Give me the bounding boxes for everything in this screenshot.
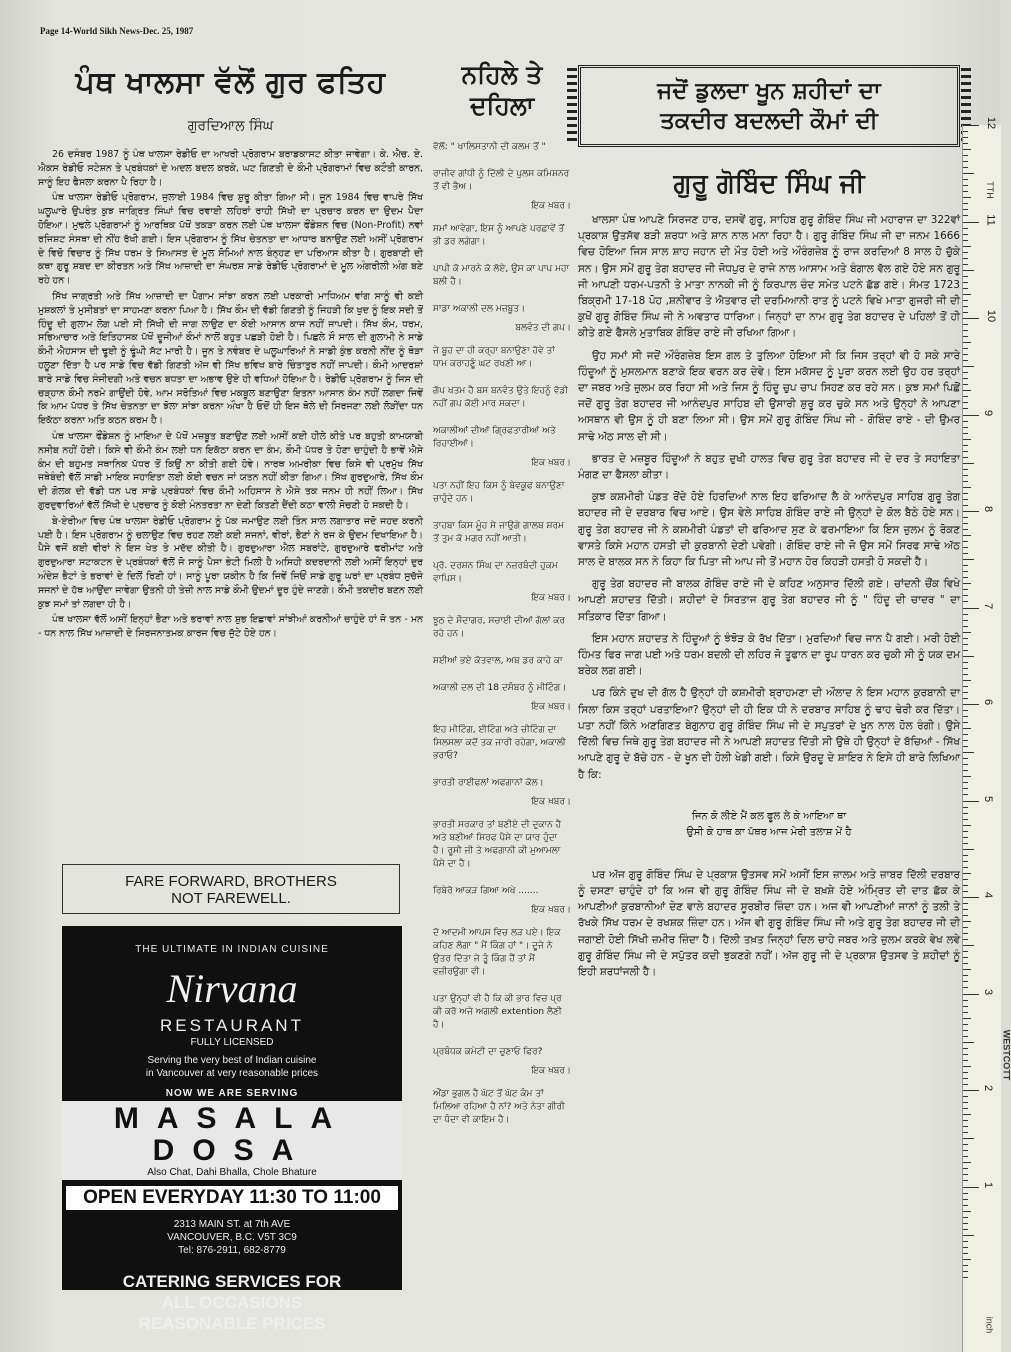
ruler-tick xyxy=(963,1096,968,1097)
ruler-tick xyxy=(963,994,979,995)
column-headline xyxy=(433,59,571,121)
column-headline-line: ਨਹਿਲੇ ਤੇ xyxy=(461,60,543,89)
satire-item: ਇਹ ਮੀਟਿੰਗ, ਈਟਿੰਗ ਅਤੇ ਚੀਟਿੰਗ ਦਾ ਸਿਲਸਲਾ ਕਦੋਂ ਤਕ ਜਾਰੀ ਰਹੇਗਾ, ਅਕਾਲੀ ਭਰਾਓ? xyxy=(433,725,566,761)
ruler-tick xyxy=(963,487,971,488)
satire-items xyxy=(433,141,571,1127)
ruler-tick xyxy=(963,963,968,964)
article-headline: ਗੁਰੂ ਗੋਬਿੰਦ ਸਿੰਘ ਜੀ xyxy=(673,169,865,199)
satire-item: ਪਾਪੀ ਕੋ ਮਾਰਨੇ ਕੋ ਲੋਏ, ਉਸ ਕਾ ਪਾਪ ਮਹਾ ਬਲੀ ਹੈ। xyxy=(433,264,570,287)
ruler-tick xyxy=(963,1253,968,1254)
ruler-tick xyxy=(963,324,968,325)
ruler-tick xyxy=(963,1054,968,1055)
ad-dish-band xyxy=(62,1101,402,1180)
ruler-tick xyxy=(963,1114,971,1115)
motto-line: FARE FORWARD, BROTHERS xyxy=(125,873,337,890)
ruler-tick xyxy=(963,1060,968,1061)
article-paragraph: ਉਹ ਸਮਾਂ ਸੀ ਜਦੋਂ ਔਰੰਗਜ਼ੇਬ ਇਸ ਗਲ ਤੇ ਤੁਲਿਆ ਹੋਇਆ ਸੀ ਕਿ ਜਿਸ ਤਰ੍ਹਾਂ ਵੀ ਹੋ ਸਕੇ ਸਾਰੇ ਹਿੰਦੂਆਂ ਨੂੰ ਮੁਸਲਮਾਨ ਬਣਾਕੇ ਇਕ ਵਰਨ ਕਰ ਦੇਵੇ। ਇਸ ਮਕੱਸਦ ਨੂੰ ਪੂਰਾ ਕਰਨ ਲਈ ਉਹ ਹਰ ਤਰ੍ਹਾਂ ਦਾ ਜਬਰ ਅਤੇ ਜ਼ੁਲਮ ਕਰ ਰਿਹਾ ਸੀ ਅਤੇ ਜਿਸ ਨੂੰ ਹਿੰਦੂ ਚੁਪ ਚਾਪ ਸਿਹਣ ਕਰ ਰਹੇ ਸਨ। ਕੁਝ ਸਮਾਂ ਪਿਛੋਂ ਜਦੋਂ ਗੁਰੂ ਤੇਗ ਬਹਾਦਰ ਜੀ ਆਨੰਦਪੁਰ ਸਾਹਿਬ ਦੀ ਉਸਾਰੀ ਸ਼ੁਰੂ ਕਰ ਚੁਕੇ ਸਨ ਅਤੇ ਉਨ੍ਹਾਂ ਨੇ ਆਪਣਾ ਅਸਥਾਨ ਵੀ ਉਸ ਨੂੰ ਹੀ ਬਣਾ ਲਿਆ ਸੀ। ਉਸ ਸਮੇਂ ਗੁਰੂ ਗੋਬਿੰਦ ਸਿੰਘ ਜੀ - ਗੋਬਿੰਦ ਰਾਏ - ਦੀ ਉਮਰ ਸਾਢੇ ਅੱਠ ਸਾਲ ਦੀ ਸੀ। xyxy=(578,349,960,443)
ad-address: VANCOUVER, B.C. V5T 3C9 xyxy=(167,1232,297,1243)
page-header: Page 14-World Sikh News-Dec. 25, 1987 xyxy=(40,26,194,36)
ruler-tick xyxy=(963,674,968,675)
ruler-tick xyxy=(963,981,968,982)
ruler-tick xyxy=(963,1012,968,1013)
ruler-tick xyxy=(963,831,968,832)
ruler-tick xyxy=(963,668,968,669)
ruler-tick xyxy=(963,1072,968,1073)
article-paragraph: ਖਾਲਸਾ ਪੰਥ ਆਪਣੇ ਸਿਰਜਣ ਹਾਰ, ਦਸਵੇਂ ਗੁਰੂ, ਸਾਹਿਬ ਗੁਰੂ ਗੋਬਿੰਦ ਸਿੰਘ ਜੀ ਮਹਾਰਾਜ ਦਾ 322ਵਾਂ ਪ੍ਰਕਾਸ਼ ਉਤਸੱਵ ਬੜੀ ਸ਼ਰਧਾ ਅਤੇ ਸ਼ਾਨ ਨਾਲ ਮਨਾ ਰਿਹਾ ਹੈ। ਗੁਰੂ ਗੋਬਿੰਦ ਸਿੰਘ ਜੀ ਦਾ ਜਨਮ 1666 ਵਿਚ ਹੋਇਆ ਜਿਸ ਸਾਲ ਸ਼ਾਹ ਜਹਾਨ ਦੀ ਮੌਤ ਹੋਈ ਅਤੇ ਔਰੰਗਜ਼ੇਬ ਨੂੰ ਰਾਜ ਕਰਦਿਆਂ 8 ਸਾਲ ਹੋ ਚੁੱਕੇ ਸਨ। ਉਸ ਸਮੇਂ ਗੁਰੂ ਤੇਗ ਬਹਾਦਰ ਜੀ ਜੋਧਪੁਰ ਦੇ ਰਾਜੇ ਨਾਲ ਆਸਾਮ ਅਤੇ ਬੰਗਾਲ ਵੱਲ ਗਏ ਹੋਏ ਸਨ ਗੁਰੂ ਜੀ ਆਪਣੀ ਧਰਮ-ਪਤਨੀ ਤੇ ਮਾਤਾ ਨਾਨਕੀ ਜੀ ਨੂੰ ਕਿਰਪਾਲ ਚੰਦ ਸਮੇਤ ਪਟਨੇ ਛੱਡ ਗਏ। ਸੰਮਤ 1723 ਬਿਕ੍ਰਮੀ 17-18 ਪੋਹ ,ਸ਼ਨੀਵਾਰ ਤੇ ਐਤਵਾਰ ਦੀ ਦਰਮਿਆਨੀ ਰਾਤ ਨੂੰ ਪਟਨੇ ਵਿਖੇ ਮਾਤਾ ਗੁਜਰੀ ਜੀ ਦੀ ਕੁਖੋਂ ਗੁਰੂ ਗੋਬਿੰਦ ਸਿੰਘ ਜੀ ਨੇ ਅਵਤਾਰ ਧਾਰਿਆ। ਜਿਨ੍ਹਾਂ ਦਾ ਨਾਮ ਗੁਰੂ ਤੇਗ ਬਹਾਦਰ ਦੇ ਪਹਿਲਾਂ ਤੋਂ ਹੀ ਕੀਤੇ ਗਏ ਫੈਸਲੇ ਮੁਤਾਬਿਕ ਗੋਬਿੰਦ ਰਾਏ ਜੀ ਰਖਿਆ ਗਿਆ। xyxy=(578,214,960,340)
ruler-tick xyxy=(963,1036,968,1037)
article-guru-gobind-singh xyxy=(578,55,960,986)
ruler-tick xyxy=(963,378,968,379)
ruler-tick xyxy=(963,161,968,162)
ruler-tick xyxy=(963,1223,968,1224)
satire-item: ਸਾਡਾ ਅਕਾਲੀ ਦਲ ਮਜ਼ਬੂਤ। xyxy=(433,304,526,314)
ad-catering: CATERING SERVICES FOR xyxy=(122,1272,342,1291)
ruler-tick xyxy=(963,390,971,391)
ruler-tick xyxy=(963,909,968,910)
satire-item: ਪਤਾ ਉਨ੍ਹਾਂ ਵੀ ਹੈ ਕਿ ਕੀ ਭਾਰ ਵਿਚ ਪ੍ਰ ਕੀ ਕਰੋ ਅਜੇ ਅਗਲੀ extention ਲੈਣੀ ਹੈ। xyxy=(433,994,562,1030)
satire-item: ਝੂਠ ਦੇ ਸੌਦਾਗਰ, ਸਚਾਈ ਦੀਆਂ ਗੱਲਾਂ ਕਰ ਰਹੇ ਹਨ। xyxy=(433,616,566,639)
ruler-number: 1 xyxy=(982,1181,995,1188)
ruler-tick xyxy=(963,499,968,500)
ruler-tick xyxy=(963,710,968,711)
satire-item: ਪ੍ਰੋ. ਦਰਸ਼ਨ ਸਿੰਘ ਦਾ ਨਜ਼ਰਬੰਦੀ ਹੁਕਮ ਵਾਪਿਸ। xyxy=(433,561,558,584)
ruler-tick xyxy=(963,469,968,470)
ruler-tick xyxy=(963,927,968,928)
ruler-tick xyxy=(963,179,968,180)
ruler-tick xyxy=(963,215,968,216)
satire-item: ਸਈਆਂ ਭਏ ਕੋਤਵਾਲ, ਅਬ ਡਰ ਕਾਹੇ ਕਾ xyxy=(433,656,563,666)
ruler-tick xyxy=(963,1126,968,1127)
ruler-tick xyxy=(963,1199,968,1200)
banner-line: ਜਦੋਂ ਡੁਲਦਾ ਖੂਨ ਸ਼ਹੀਦਾਂ ਦਾ xyxy=(657,78,881,104)
ruler-tick xyxy=(963,270,974,271)
ruler-tick xyxy=(963,1018,971,1019)
ruler-tick xyxy=(963,1030,968,1031)
ruler-tick xyxy=(963,1259,971,1260)
article-paragraph: ਕੁਝ ਕਸ਼ਮੀਰੀ ਪੰਡਤ ਰੋਂਦੇ ਹੋਏ ਹਿਰਦਿਆਂ ਨਾਲ ਇਹ ਫਰਿਆਦ ਲੈ ਕੇ ਆਨੰਦਪੁਰ ਸਾਹਿਬ ਗੁਰੂ ਤੇਗ ਬਹਾਦਰ ਜੀ ਦੇ ਦਰਬਾਰ ਵਿਚ ਆਏ। ਉਸ ਵੇਲੇ ਸਾਹਿਬ ਗੋਬਿੰਦ ਰਾਏ ਜੀ ਉਨ੍ਹਾਂ ਦੇ ਕੋਲ ਬੈਠੇ ਹੋਏ ਸਨ। ਗੁਰੂ ਤੇਗ ਬਹਾਦਰ ਜੀ ਨੇ ਕਸ਼ਮੀਰੀ ਪੰਡਤਾਂ ਦੀ ਫਰਿਆਦ ਸੁਣ ਕੇ ਫਰਮਾਇਆ ਕਿ ਇਸ ਜ਼ੁਲਮ ਨੂੰ ਰੋਕਣ ਵਾਸਤੇ ਕਿਸੇ ਮਹਾਨ ਹਸਤੀ ਦੀ ਕੁਰਬਾਨੀ ਦੇਣੀ ਪਵੇਗੀ। ਗੋਬਿੰਦ ਰਾਏ ਜੀ ਜੋ ਉਸ ਸਮੇਂ ਸਿਰਫ ਸਾਢੇ ਅੱਠ ਸਾਲ ਦੇ ਬਾਲਕ ਸਨ ਨੇ ਕਿਹਾ ਕਿ ਪਿਤਾ ਜੀ ਆਪ ਜੀ ਤੋਂ ਮਹਾਨ ਹੋਰ ਕਿਹੜੀ ਹਸਤੀ ਹੋ ਸਕਦੀ ਹੈ। xyxy=(578,491,960,569)
ruler-number: 9 xyxy=(982,409,995,416)
ruler-tick xyxy=(963,608,979,609)
ruler-tick xyxy=(963,1084,968,1085)
ruler-tick xyxy=(963,1162,971,1163)
ruler-number: 7 xyxy=(982,602,995,609)
ruler-tick xyxy=(963,433,968,434)
ruler-tick xyxy=(963,662,968,663)
ruler-tick xyxy=(963,650,968,651)
ruler-tick xyxy=(963,481,968,482)
ruler-tick xyxy=(963,807,968,808)
ruler-tick xyxy=(963,698,968,699)
satire-byline: ਇਕ ਖ਼ਬਰ। xyxy=(531,905,571,915)
ruler-tick xyxy=(963,933,968,934)
ruler-tick xyxy=(963,873,971,874)
measuring-ruler xyxy=(962,116,1011,1352)
ruler-tick xyxy=(963,879,968,880)
article-paragraph: ਇਸ ਮਹਾਨ ਸ਼ਹਾਦਤ ਨੇ ਹਿੰਦੂਆਂ ਨੂੰ ਝੰਝੋੜ ਕੇ ਰੱਖ ਦਿੱਤਾ। ਮੁਰਦਿਆਂ ਵਿਚ ਜਾਨ ਪੈ ਗਈ। ਮਰੀ ਹੋਈ ਹਿੰਮਤ ਫਿਰ ਜਾਗ ਪਈ ਅਤੇ ਧਰਮ ਬਦਲੀ ਦੀ ਲਹਿਰ ਜੋ ਤੂਫਾਨ ਦਾ ਰੂਪ ਧਾਰਨ ਕਰ ਚੁਕੀ ਸੀ ਨੂੰ ਯਕ ਦਮ ਬਰੇਕ ਲਗ ਗਈ। xyxy=(578,632,960,678)
ruler-tick xyxy=(963,728,971,729)
ruler-tick xyxy=(963,1265,968,1266)
ruler-tick xyxy=(963,915,968,916)
banner-line: ਤਕਦੀਰ ਬਦਲਦੀ ਕੌਮਾਂ ਦੀ xyxy=(660,108,878,134)
ruler-tick xyxy=(963,354,968,355)
ruler-tick xyxy=(963,197,971,198)
article-panth-khalsa xyxy=(38,55,423,643)
ruler-tick xyxy=(963,1174,968,1175)
ad-licensed: FULLY LICENSED xyxy=(190,1037,274,1048)
chain-border-icon xyxy=(567,68,577,144)
ruler-tick xyxy=(963,776,971,777)
ruler-tick xyxy=(963,957,968,958)
ruler-tick xyxy=(963,1066,971,1067)
ruler-tick xyxy=(963,173,974,174)
ruler-tick xyxy=(963,203,968,204)
ruler-tick xyxy=(963,921,971,922)
ad-brand-logo: Nirvana xyxy=(166,966,298,1011)
ruler-tick xyxy=(963,1277,968,1278)
ruler-tick xyxy=(963,945,974,946)
ruler-tick xyxy=(963,819,968,820)
ruler-number: 8 xyxy=(982,505,995,513)
ruler-tick xyxy=(963,770,968,771)
poem xyxy=(578,809,960,841)
ruler-tick xyxy=(963,764,968,765)
ad-dish: MASALA DOSA xyxy=(113,1102,351,1167)
satire-byline: ਇਕ ਖ਼ਬਰ। xyxy=(531,593,571,603)
ruler-tick xyxy=(963,396,968,397)
poem-line: ਜਿਨ ਕੋ ਲੀਏ ਮੈਂ ਕਲ ਫੂਲ ਲੇ ਕੇ ਆਇਆ ਥਾ xyxy=(691,810,847,822)
ruler-tick xyxy=(963,734,968,735)
ruler-tick xyxy=(963,384,968,385)
ruler-tick xyxy=(963,282,968,283)
article-paragraph: ਭਾਰਤ ਦੇ ਮਜ਼ਬੂਰ ਹਿੰਦੂਆਂ ਨੇ ਬਹੁਤ ਦੁਖੀ ਹਾਲਤ ਵਿਚ ਗੁਰੂ ਤੇਗ ਬਹਾਦਰ ਜੀ ਦੇ ਦਰ ਤੇ ਸਹਾਇਤਾ ਮੰਗਣ ਦਾ ਫੈਸਲਾ ਕੀਤਾ। xyxy=(578,452,960,482)
satire-item: ਪਤਾ ਨਹੀਂ ਇਹ ਕਿਸ ਨੂੰ ਬੇਵਕੂਫ ਬਨਾਉਣਾ ਚਾਹੁੰਦੇ ਹਨ। xyxy=(433,481,565,504)
ruler-tick xyxy=(963,1024,968,1025)
ruler-tick xyxy=(963,686,968,687)
ruler-tick xyxy=(963,969,971,970)
banner-box xyxy=(578,65,960,147)
satire-item: ਭਾਰਤੀ ਰਾਈਫਲਾਂ ਅਫਗਾਨਾਂ ਕੋਲ। xyxy=(433,778,544,788)
ruler-tick xyxy=(963,601,968,602)
ruler-tick xyxy=(963,1138,974,1139)
ruler-tick xyxy=(963,185,968,186)
satire-item: ਦੋ ਆਦਮੀ ਆਪਸ ਵਿਚ ਲੜ ਪਏ। ਇਕ ਕਹਿਣ ਲੱਗਾ " ਮੈਂ ਕਿੰਗ ਹਾਂ "। ਦੂਜੇ ਨੇ ਉਤਰ ਦਿੱਤਾ ਜੇ ਤੂੰ ਕਿੰਗ ਹੈਂ ਤਾਂ ਮੈਂ ਵਜ਼ੀਰਉਗਾ ਵੀ। xyxy=(433,928,561,977)
ruler-tick xyxy=(963,463,974,464)
ruler-tick xyxy=(963,125,979,126)
ruler-tick xyxy=(963,891,968,892)
ruler-tick xyxy=(963,318,979,319)
ruler-tick xyxy=(963,306,968,307)
ruler-number: 3 xyxy=(982,988,995,995)
satire-item: ਗੱਪ ਖਤਮ ਹੈ ਬਸ ਬਨਵੰਤ ਉਤੇ ਇਹਨੂੰ ਵੱਡੀ ਨਹੀਂ ਗਪ ਕੋਈ ਮਾਰ ਸਕਦਾ। xyxy=(433,386,568,409)
ruler-tick xyxy=(963,620,968,621)
ruler-tick xyxy=(963,583,971,584)
ruler-tick xyxy=(963,559,974,560)
ruler-tick xyxy=(963,758,968,759)
ruler-tick xyxy=(963,427,968,428)
ruler-tick xyxy=(963,535,971,536)
ruler-tick xyxy=(963,861,968,862)
ruler-tick xyxy=(963,565,968,566)
column-nahile-te-dahila xyxy=(433,55,571,1141)
ruler-tick xyxy=(963,547,968,548)
ruler-tick xyxy=(963,336,968,337)
ruler-tick xyxy=(963,1271,968,1272)
column-headline-line: ਦਹਿਲਾ xyxy=(469,91,534,120)
ruler-tick xyxy=(963,716,968,717)
satire-item: ਤਾਹਬਾ ਕਿਸ ਮੂੰਹ ਸੇ ਜਾਉਗੇ ਗਾਲਬ ਸ਼ਰਮ ਤੋਂ ਤੁਮ ਕੋ ਮਗਰ ਨਹੀਂ ਆਤੀ। xyxy=(433,521,564,544)
ruler-tick xyxy=(963,360,968,361)
ruler-tick xyxy=(963,782,968,783)
ruler-tick xyxy=(963,342,971,343)
ruler-number: 10 xyxy=(985,309,998,323)
ad-now-serving: NOW WE ARE SERVING xyxy=(165,1088,299,1099)
ruler-tick xyxy=(963,1156,968,1157)
ruler-tick xyxy=(963,801,979,802)
ruler-tick xyxy=(963,288,968,289)
ruler-tick xyxy=(963,312,968,313)
ruler-tick xyxy=(963,656,974,657)
ruler-tick xyxy=(963,1193,968,1194)
article-paragraph: ਗੁਰੂ ਤੇਗ ਬਹਾਦਰ ਜੀ ਬਾਲਕ ਗੋਬਿੰਦ ਰਾਏ ਜੀ ਦੇ ਕਹਿਣ ਅਨੁਸਾਰ ਦਿੱਲੀ ਗਏ। ਚਾਂਦਨੀ ਚੌਂਕ ਵਿਖੇ ਆਪਣੀ ਸ਼ਹਾਦਤ ਦਿੱਤੀ। ਸ਼ਹੀਦਾਂ ਦੇ ਸਿਰਤਾਜ ਗੁਰੂ ਤੇਗ ਬਹਾਦਰ ਜੀ ਨੂੰ " ਹਿੰਦੂ ਦੀ ਚਾਦਰ " ਦਾ ਸਤਿਕਾਰ ਦਿੱਤਾ ਗਿਆ। xyxy=(578,578,960,623)
satire-item: ਵੱਲੋਂ: " ਖਾਲਿਸਤਾਨੀ ਦੀ ਕਲਮ ਤੋਂ " xyxy=(433,142,546,152)
ruler-tick xyxy=(963,644,968,645)
satire-item: ਭਾਰਤੀ ਸਰਕਾਰ ਤਾਂ ਬਣੀਏ ਦੀ ਦੁਕਾਨ ਹੈ ਅਤੇ ਬਣੀਆਂ ਸਿਰਫ ਪੈਸੇ ਦਾ ਯਾਰ ਹੁੰਦਾ ਹੈ। ਰੂਸੀ ਜੀ ਤੇ ਅਫਗਾਨੀ ਕੀ ਮੁਆਮਲਾ ਪੈਸੇ ਦਾ ਹੈ। xyxy=(433,820,562,869)
ruler-tick xyxy=(963,475,968,476)
ruler-tick xyxy=(963,1042,974,1043)
ruler-tick xyxy=(963,137,968,138)
ruler-number: 4 xyxy=(982,891,995,899)
ad-restaurant: RESTAURANT xyxy=(160,1016,304,1035)
ruler-tick xyxy=(963,553,968,554)
satire-item: ਅਕਾਲੀ ਦਲ ਦੀ 18 ਦਸੰਬਰ ਨੂੰ ਮੀਟਿੰਗ। xyxy=(433,683,567,693)
ruler-tick xyxy=(963,571,968,572)
ruler-number: 6 xyxy=(982,698,995,706)
article-paragraph: ਪਰ ਅੱਜ ਗੁਰੂ ਗੋਬਿੰਦ ਸਿੰਘ ਦੇ ਪ੍ਰਕਾਸ਼ ਉਤਸਵ ਸਮੇਂ ਅਸੀਂ ਇਸ ਜ਼ਾਲਮ ਅਤੇ ਜ਼ਾਬਰ ਦਿੱਲੀ ਦਰਬਾਰ ਨੂੰ ਦਸਣਾ ਚਾਹੁੰਦੇ ਹਾਂ ਕਿ ਅਜ ਵੀ ਗੁਰੂ ਗੋਬਿੰਦ ਸਿੰਘ ਜੀ ਦੇ ਬਖ਼ਸ਼ੇ ਹੋਏ ਅੰਮ੍ਰਿਤ ਦੀ ਦਾਤ ਛੱਕ ਕੇ ਆਪਣੀਆਂ ਕੁਰਬਾਨੀਆਂ ਦੇਣ ਵਾਲੇ ਬਹਾਦਰ ਸੂਰਬੀਰ ਜ਼ਿੰਦਾ ਹਨ। ਅਜ ਵੀ ਆਪਣੀਆਂ ਜਾਨਾਂ ਨੂੰ ਤਲੀ ਤੇ ਰੱਖਕੇ ਸਿੱਖ ਧਰਮ ਦੇ ਰਖਸ਼ਕ ਜ਼ਿੰਦਾ ਹਨ। ਅੱਜ ਵੀ ਗੁਰੂ ਗੋਬਿੰਦ ਸਿੰਘ ਜੀ ਅਤੇ ਗੁਰੂ ਤੇਗ ਬਹਾਦਰ ਜੀ ਦੀ ਜਗਾਈ ਹੋਈ ਸਿੱਖੀ ਜ਼ਮੀਰ ਜ਼ਿੰਦਾ ਹੈ। ਦਿੱਲੀ ਤਖ਼ਤ ਜਿਨ੍ਹਾਂ ਦਿਲ ਚਾਹੇ ਜਬਰ ਅਤੇ ਜ਼ੁਲਮ ਕਰਕੇ ਵੇਖ ਲਵੇ ਗੁਰੂ ਗੋਬਿੰਦ ਸਿੰਘ ਜੀ ਦੇ ਸਪੁੱਤਰ ਕਦੀ ਝੁਕਣਗੇ ਨਹੀਂ। ਅੱਜ ਗੁਰੂ ਜੀ ਦੇ ਪ੍ਰਕਾਸ਼ ਉਤਸਵ ਤੇ ਸ਼ਹੀਦਾਂ ਨੂੰ ਇਹੀ ਸ਼ਰਧਾਂਜਲੀ ਹੈ। xyxy=(578,868,960,978)
satire-byline: ਇਕ ਖ਼ਬਰ। xyxy=(531,797,571,807)
ruler-tick xyxy=(963,752,974,753)
ruler-tick xyxy=(963,517,968,518)
ruler-tick xyxy=(963,457,968,458)
ruler-tick xyxy=(963,638,968,639)
ruler-number: 5 xyxy=(982,795,995,802)
ruler-label: TTH xyxy=(984,181,995,199)
satire-item: ਜੇ ਬੂਹ ਦਾ ਹੀ ਕਰ੍ਹਾ ਬਨਾਉਣਾ ਹੋਵੇ ਤਾਂ ਧਾਮ ਕਰਾਹਣੂੰ ਘਟ ਰਖਣੀ ਆ। xyxy=(433,346,555,369)
article-paragraph: ਪੰਥ ਖਾਲਸਾ ਫੌਂਡੇਸ਼ਨ ਨੂੰ ਮਾਇਆ ਦੇ ਪੱਖੋਂ ਮਜ਼ਬੂਤ ਬਣਾਉਣ ਲਈ ਅਸੀਂ ਕਈ ਹੀਲੇ ਕੀਤੇ ਪਰ ਬਹੁਤੀ ਕਾਮਯਾਬੀ ਨਸੀਬ ਨਹੀਂ ਹੋਈ। ਕਿਸੇ ਵੀ ਕੌਮੀ ਕੰਮ ਲਈ ਧਨ ਇਕੱਠਾ ਕਰਨ ਦਾ ਕੰਮ, ਕੌਮੀ ਪੱਧਰ ਤੇ ਹੋਣਾ ਚਾਹੁੰਦੀ ਹੈ ਭਾਵੇਂ ਐਸੇ ਕੰਮ ਦੀ ਬਹੁਮਤ ਸਥਾਨਿਕ ਪੱਧਰ ਤੋਂ ਕਿਉਂ ਨਾ ਕੀਤੀ ਗਈ ਹੋਵੇ। ਨਾਰਥ ਅਮਰੀਕਾ ਵਿਚ ਕਿਸੇ ਵੀ ਪ੍ਰਮੁੱਖ ਸਿੱਖ ਜਥੇਬੰਦੀ ਵੱਲੋਂ ਸਾਡੀ ਮਾਇਕ ਸਹਾਇਤਾ ਲਈ ਕੋਈ ਵਚਨ ਜਾਂ ਯਤਨ ਨਹੀਂ ਕੀਤਾ ਗਿਆ। ਸਿੱਖ ਗੁਰਦੁਆਰੇ, ਸਿੱਖ ਕੌਮ ਦੀ ਗੋਲਕ ਦੀ ਵੱਡੀ ਧਨ ਪਰ ਸਾਡੇ ਪ੍ਰਬੰਧਕਾਂ ਵਿਚ ਕੌਮੀ ਅਹਿਸਾਸ ਨੇ ਐਸੇ ਤਕ ਜਨਮ ਹੀ ਨਹੀਂ ਲਿਆ। ਸਿੱਖ ਗੁਰਦੁਵਾਰਿਆਂ ਵੱਲੋਂ ਸਿੱਖੀ ਦੇ ਪ੍ਰਚਾਰ ਨੂੰ ਕੋਈ ਮੰਨਤਰਤਾ ਨਾ ਦੇਣੀ ਕਿਤਣੀ ਦੈਂਦੀ ਕਠਾ ਵਾਲੀ ਸੋਚਣੀ ਹੋ ਸਕਦੀ ਹੈ। xyxy=(38,430,423,511)
satire-byline: ਬਲਵੰਤ ਦੀ ਗਪ। xyxy=(515,323,571,333)
ruler-tick xyxy=(963,541,968,542)
ruler-tick xyxy=(963,421,968,422)
ad-hours: OPEN EVERYDAY 11:30 TO 11:00 xyxy=(66,1186,398,1210)
poem-line: ਉਸੀ ਕੇ ਹਾਥ ਕਾ ਪੱਥਰ ਆਜ ਮੇਰੀ ਤਲਾਸ਼ ਮੇਂ ਹੈ xyxy=(686,826,852,838)
ruler-tick xyxy=(963,246,971,247)
ruler-tick xyxy=(963,813,968,814)
ruler-tick xyxy=(963,348,968,349)
ad-address: 2313 MAIN ST. at 7th AVE xyxy=(173,1219,291,1230)
ruler-tick xyxy=(963,704,979,705)
article-paragraph: 26 ਦਸੰਬਰ 1987 ਨੂੰ ਪੰਥ ਖਾਲਸਾ ਰੇਡੀਓ ਦਾ ਆਖਰੀ ਪ੍ਰੋਗਰਾਮ ਬਰਾਡਕਾਸਟ ਕੀਤਾ ਜਾਵੇਗਾ। ਕੇ. ਐਚ. ਏ. ਐਕਸ ਰੇਡੀਓ ਸਟੇਸ਼ਨ ਤੇ ਪ੍ਰਬੰਧਕਾਂ ਦੇ ਅਦਲ ਬਦਲ ਕਰਕੇ, ਘਟ ਗਿਣਤੀ ਦੇ ਕੌਮੀ ਪ੍ਰੋਗਰਾਮਾਂ ਵਿਚ ਕਟੌਤੀ ਕਾਰਨ, ਸਾਨੂੰ ਇਹ ਫੈਸਲਾ ਕਰਨਾ ਪੈ ਰਿਹਾ ਹੈ। xyxy=(38,149,423,188)
ruler-tick xyxy=(963,1000,968,1001)
ruler-tick xyxy=(963,1247,968,1248)
ruler-tick xyxy=(963,867,968,868)
ruler-tick xyxy=(963,746,968,747)
article-paragraph: ਪਰ ਕਿੰਨੇ ਦੁਖ ਦੀ ਗੱਲ ਹੈ ਉਨ੍ਹਾਂ ਹੀ ਕਸ਼ਮੀਰੀ ਬ੍ਰਾਹਮਣਾ ਦੀ ਔਲਾਦ ਨੇ ਇਸ ਮਹਾਨ ਕੁਰਬਾਨੀ ਦਾ ਸਿਲਾ ਕਿਸ ਤਰ੍ਹਾਂ ਪਰਤਾਇਆ? ਉਨ੍ਹਾਂ ਦੀ ਹੀ ਇਕ ਧੀ ਨੇ ਦਰਬਾਰ ਸਾਹਿਬ ਨੂੰ ਢਾਹ ਢੇਰੀ ਕਰ ਦਿੱਤਾ। ਪਤਾ ਨਹੀਂ ਕਿੰਨੇ ਅਣਗਿਣਤ ਬੇਗੁਨਾਹ ਗੁਰੂ ਗੋਬਿੰਦ ਸਿੰਘ ਜੀ ਦੇ ਸਪੁਤਰਾਂ ਦੇ ਖੂਨ ਨਾਲ ਹੋਲ ਰੰਗੀ। ਉਸੇ ਦਿੱਲੀ ਵਿਚ ਜਿਥੇ ਗੁਰੂ ਤੇਗ ਬਹਾਦਰ ਜੀ ਨੇ ਆਪਣੀ ਸ਼ਹਾਦਤ ਦਿੱਤੀ ਸੀ ਉਥੇ ਹੀ ਉਨ੍ਹਾਂ ਦੇ ਬੱਚਿਆਂ - ਸਿੱਖ ਆਪਣੇ ਗੁਰੂ ਦੇ ਬੱਚੇ ਹਨ - ਦੇ ਖੂਨ ਦੀ ਹੋਲੀ ਖੇਡੀ ਗਈ। ਕਿਸੇ ਉਰਦੂ ਦੇ ਸ਼ਾਇਰ ਨੇ ਇਸੇ ਹੀ ਬਾਰੇ ਲਿਖਿਆ ਹੈ ਕਿ: xyxy=(578,687,960,781)
ruler-tick xyxy=(963,252,968,253)
ruler-tick xyxy=(963,1229,968,1230)
ruler-tick xyxy=(963,589,968,590)
ruler-tick xyxy=(963,209,968,210)
ruler-number: 12 xyxy=(985,116,998,130)
ruler-tick xyxy=(963,451,968,452)
ruler-tick xyxy=(963,1132,968,1133)
ruler-tick xyxy=(963,1211,971,1212)
ruler-tick xyxy=(963,240,968,241)
ruler-tick xyxy=(963,837,968,838)
ruler-tick xyxy=(963,1144,968,1145)
ruler-tick xyxy=(963,951,968,952)
satire-byline: ਇਕ ਖ਼ਬਰ। xyxy=(531,458,571,468)
ruler-tick xyxy=(963,855,968,856)
ruler-tick xyxy=(963,794,968,795)
ruler-tick xyxy=(963,493,968,494)
satire-item: ਅਕਾਲੀਆਂ ਦੀਆਂ ਗ੍ਰਿਫਤਾਰੀਆਂ ਅਤੇ ਰਿਹਾਈਆਂ। xyxy=(433,426,556,449)
ruler-tick xyxy=(963,264,968,265)
ruler-tick xyxy=(963,1006,968,1007)
ruler-tick xyxy=(963,258,968,259)
ruler-tick xyxy=(963,843,968,844)
ruler-tick xyxy=(963,191,968,192)
ad-also: Also Chat, Dahi Bhalla, Chole Bhature xyxy=(147,1167,317,1178)
ruler-tick xyxy=(963,1108,968,1109)
satire-item: ਸਮਾਂ ਆਵੇਗਾ, ਇਸ ਨੂੰ ਆਪਣੇ ਪਰਛਾਵੇਂ ਤੋਂ ਭੀ ਡਰ ਲਗੇਗਾ। xyxy=(433,224,565,247)
ruler-tick xyxy=(963,234,968,235)
ruler-brand: WESTCOTT xyxy=(1001,1029,1011,1081)
ruler-tick xyxy=(963,987,968,988)
ruler-tick xyxy=(963,222,979,223)
article-paragraph: ਪੰਥ ਖਾਲਸਾ ਵੱਲੋਂ ਅਸੀਂ ਇਨ੍ਹਾਂ ਭੈਣਾ ਅਤੇ ਭਰਾਵਾਂ ਨਾਲ ਸ਼ੁਭ ਇਛਾਵਾਂ ਸਾਂਝੀਆਂ ਕਰਨੀਆਂ ਚਾਹੁੰਦੇ ਹਾਂ ਜੋ ਤਨ - ਮਨ - ਧਨ ਨਾਲ ਸਿੱਖ ਆਜ਼ਾਦੀ ਦੇ ਸਿਰਜਨਾਤਮਕ ਕਾਰਜ ਵਿਚ ਜੁੱਟੇ ਹੋਏ ਹਨ। xyxy=(38,614,423,640)
ruler-tick xyxy=(963,1180,968,1181)
ruler-tick xyxy=(963,885,968,886)
restaurant-advertisement xyxy=(62,926,402,1333)
ruler-tick xyxy=(963,722,968,723)
ruler-tick xyxy=(963,1102,968,1103)
satire-byline: ਇਕ ਖ਼ਬਰ। xyxy=(531,201,571,211)
ad-desc: in Vancouver at very reasonable prices xyxy=(145,1068,319,1079)
ruler-tick xyxy=(963,939,968,940)
ruler-tick xyxy=(963,366,974,367)
ruler-tick xyxy=(963,439,971,440)
motto-line: NOT FAREWELL. xyxy=(171,890,291,907)
ad-catering: ALL OCCASIONS xyxy=(161,1293,303,1312)
ad-tagline: THE ULTIMATE IN INDIAN CUISINE xyxy=(135,944,329,955)
ruler-tick xyxy=(963,632,971,633)
ruler-tick xyxy=(963,825,971,826)
ruler-tick xyxy=(963,1078,968,1079)
ruler-tick xyxy=(963,155,968,156)
article-paragraph: ਪੰਥ ਖਾਲਸਾ ਰੇਡੀਓ ਪ੍ਰੋਗਰਾਮ, ਜੁਲਾਈ 1984 ਵਿਚ ਸ਼ੁਰੂ ਕੀਤਾ ਗਿਆ ਸੀ। ਜੂਨ 1984 ਵਿਚ ਵਾਪਰੇ ਸਿੱਖ ਘਲੂਘਾਰੇ ਉਪਰੰਤ ਕੁਝ ਜਾਗ੍ਰਿਤ ਸਿੰਘਾਂ ਵਿਚ ਰਵਾਈ ਲਹਿਰਾਂ ਰਾਹੀ ਸਿੱਖੀ ਦਾ ਪ੍ਰਚਾਰ ਕਰਨ ਦਾ ਉਦਮ ਪੈਦਾ ਹੋਇਆ। ਮੁਢਲੇ ਪ੍ਰੋਗਰਾਮਾਂ ਨੂੰ ਆਰਥਿਕ ਪੱਖੋਂ ਤਕੜਾ ਕਰਨ ਲਈ ਪੰਥ ਖਾਲਸਾ ਫੌਂਡੇਸ਼ਨ ਵਿਚ (Non-Profit) ਨਵਾਂ ਰਜਿਸ਼ਟ ਸੰਸਥਾ ਦੀ ਨੀਂਹ ਰੱਖੀ ਗਈ। ਇਸ ਪ੍ਰੋਗਰਾਮ ਨੂੰ ਸਿੱਖ ਚੇਤਨਤਾ ਦਾ ਆਧਾਰ ਬਨਾਉਣ ਲਈ ਅਸੀਂ ਪ੍ਰੋਗਰਾਮ ਦੇ ਵਿਚੋ ਵਿਚਾਰ ਨੂੰ ਸਿੱਖ ਧਰਮ ਤੇ ਸਿਆਸਤ ਦੇ ਮੂਲ ਸੋਮਿਆਂ ਨਾਲ ਬੰਨ੍ਹਣ ਦਾ ਪਰਿਆਸ ਕੀਤਾ ਹੈ। ਗੁਰਬਾਣੀ ਦੀ ਕਥਾ ਗੁਰੂ ਸ਼ਬਦ ਦਾ ਕੀਰਤਨ ਅਤੇ ਸਿੱਖ ਆਜ਼ਾਦੀ ਦਾ ਸੰਘਰਸ਼ ਸਾਡੇ ਰੇਡੀਓ ਪ੍ਰੋਗਰਾਮਾਂ ਦੇ ਮੂਲ ਅੰਗਰੀਲੀ ਅੰਗ ਬਣੇ ਰਹੇ ਹਨ। xyxy=(38,192,423,287)
satire-item: ਪ੍ਰਬੰਧਕ ਕਮੇਟੀ ਦਾ ਚੁਣਾਓ ਫਿਰ? xyxy=(433,1047,543,1057)
ruler-tick xyxy=(963,505,968,506)
ruler-tick xyxy=(963,276,968,277)
ruler-tick xyxy=(963,1090,979,1091)
ruler-tick xyxy=(963,1168,968,1169)
ruler-tick xyxy=(963,1241,968,1242)
ruler-unit: inch xyxy=(984,1316,995,1334)
ruler-tick xyxy=(963,300,968,301)
ruler-tick xyxy=(963,1235,974,1236)
ruler-tick xyxy=(963,415,979,416)
ruler-tick xyxy=(963,149,971,150)
article-paragraph: ਸਿੱਖ ਜਾਗ੍ਰਤੀ ਅਤੇ ਸਿੱਖ ਆਜ਼ਾਦੀ ਦਾ ਪੈਗਾਮ ਸਾਂਝਾ ਕਰਨ ਲਈ ਪਰਕਾਰੀ ਮਾਧਿਅਮ ਵਾਂਗ ਸਾਨੂੰ ਵੀ ਕਈ ਮੁਸ਼ਕਲਾਂ ਤੇ ਮੁਸੀਬਤਾਂ ਦਾ ਸਾਹਮਣਾ ਕਰਨਾ ਪਿਆ ਹੈ। ਸਿੱਖ ਕੌਮ ਦੀ ਵੱਡੀ ਗਿਣਤੀ ਨੂੰ ਜਿਹੜੀ ਕਿ ਖੁਦ ਨੂੰ ਇਕ ਸਦੀ ਤੋਂ ਹਿੰਦੂ ਦੀ ਗੁਲਾਮ ਲੋਗ ਪਈ ਸੀ ਸਿੱਖੀ ਦੀ ਜਾਗ ਲਾਉਣ ਦਾ ਕੋਈ ਆਸਾਨ ਕਾਜ ਨਹੀਂ ਜਾਪਦੀ। ਸਿੱਖ ਕੌਮ, ਧਰਮ, ਸਭਿਆਚਾਰ ਅਤੇ ਇਤਿਹਾਸਕ ਪੱਖੋਂ ਦੂਜੀਆਂ ਕੌਮਾਂ ਨਾਲੋਂ ਬਹੁਤ ਪਛੜੀ ਹੋਈ ਹੈ। ਪਿਛਲੇ ਸੌ ਸਾਲ ਦੀ ਗੁਲਾਮੀ ਨੇ ਸਾਡੇ ਕੌਮੀ ਐਹਸਾਸ ਦੀ ਢੂਈ ਨੂੰ ਢੂੰਘੀ ਸੱਟ ਮਾਰੀ ਹੈ। ਜੂਨ ਤੇ ਨਵੰਬਰ ਦੇ ਘਲੂਘਾਰਿਆਂ ਨੇ ਸਾਡੀ ਕੁੰਭ ਕਰਨੀ ਨੀਂਦ ਨੂੰ ਥੋੜਾ ਹਲੂਣਾ ਦਿੱਤਾ ਹੈ ਪਰ ਸਾਡੇ ਵਿਚ ਵੱਡੀ ਗਿਣਤੀ ਅੱਜ ਵੀ ਸਿੱਖ ਭਵਿਖ ਬਾਰੇ ਚਿੰਤਾਤੁਰ ਨਹੀਂ ਜਾਪਦੀ। ਕੌਮੀ ਆਦਰਸ਼ਾਂ ਬਾਰੇ ਸਾਡੇ ਵਿਚ ਸੰਜੀਦਗੀ ਅਤੇ ਵਚਨ ਬਧਤਾ ਦਾ ਅਭਾਵ ਉਏ ਹੀ ਵਧਿਆਂ ਹੋਇਆ ਹੈ। ਰੇਡੀਓ ਪ੍ਰੋਗਰਾਮ ਨੂੰ ਜਿਸ ਦੀ ਚੜ੍ਹਾਨ ਕੌਮੀ ਨਰਮੇ ਗਾਉਂਦੀ ਹੋਵੇ, ਆਮ ਸਰੋਤਿਆਂ ਵਿਚ ਮਕਬੂਲ ਬਣਾਉਣਾ ਇਤਨਾ ਆਸਾਨ ਕੰਮ ਨਹੀਂ ਲਗਦਾ ਜਿਵੇਂ ਕਿ ਆਮ ਪੱਧਰ ਤੇ ਸਿੱਖ ਚੇਤਨਤਾ ਦਾ ਝੋਲਾ ਸਾਂਝਾ ਕਰਨਾ ਔਖਾ ਹੈ ਓਦੋਂ ਹੀ ਇਸ ਥੋਲੇ ਦੀ ਸਿਰਜਣਾ ਲਈ ਲੋੜੀਂਦਾ ਧਨ ਇਕੱਠਾ ਕਰਨਾ ਅਤਿ ਕਠਨ ਕਰਮ ਹੈ। xyxy=(38,290,423,427)
ruler-tick xyxy=(963,294,971,295)
ruler-tick xyxy=(963,1187,979,1188)
satire-item: ਔਂਡਾ ਭੁਗਲ ਹੈ ਘੱਟ ਤੋਂ ਘੱਟ ਕੰਮ ਤਾਂ ਮਿਲਿਆ ਰਹਿਆ ਹੈ ਨਾਂ? ਅਤੇ ਨੇਤਾ ਗੀਰੀ ਦਾ ਧੰਦਾ ਵੀ ਕਾਇਮ ਹੈ। xyxy=(433,1089,565,1125)
ruler-number: 11 xyxy=(984,213,997,226)
ruler-tick xyxy=(963,408,968,409)
ruler-tick xyxy=(963,511,979,512)
ruler-tick xyxy=(963,228,968,229)
article-author: ਗੁਰਦਿਆਲ ਸਿੰਘ xyxy=(187,118,274,134)
ruler-tick xyxy=(963,402,968,403)
ruler-tick xyxy=(963,1120,968,1121)
ruler-tick xyxy=(963,529,968,530)
ad-phone: Tel: 876-2911, 682-8779 xyxy=(178,1245,286,1256)
ruler-tick xyxy=(963,1217,968,1218)
satire-byline: ਇਕ ਖ਼ਬਰ। xyxy=(531,1066,571,1076)
ruler-number: 2 xyxy=(982,1084,995,1092)
ruler-tick xyxy=(963,614,968,615)
ruler-tick xyxy=(963,330,968,331)
article-paragraph: ਬੇ-ਏਰੀਆ ਵਿਚ ਪੰਥ ਖਾਲਸਾ ਰੇਡੀਓ ਪ੍ਰੋਗਰਾਮ ਨੂੰ ਪੱਕ ਜਮਾਉਣ ਲਈ ਤਿੰਨ ਸਾਲ ਲਗਾਤਾਰ ਜਦੋ ਜਹਦ ਕਰਨੀ ਪਈ ਹੈ। ਇਸ ਪ੍ਰੋਗਰਾਮ ਨੂੰ ਚਲਾਉਣ ਵਿਚ ਰਹਣ ਲਈ ਕਈ ਸਜਨਾਂ, ਵੀਰਾਂ, ਭੈਣਾਂ ਨੇ ਰਜ ਕੇ ਉਦਮ ਦਿਖਾਇਆ ਹੈ। ਪੈਸੇ ਵਜੋਂ ਕਈ ਵੀਰਾਂ ਨੇ ਇਸ ਖੇਤ ਤੇ ਮਦੱਦ ਕੀਤੀ ਹੈ। ਗੁਰਦੁਆਰਾ ਐਲ ਸਬਰਾਂਟੇ, ਗੁਰਦੁਆਰੇ ਫਰੀਮਾਂਟ ਅਤੇ ਗੁਰਦੁਆਰਾ ਸਟਾਕਟਨ ਦੇ ਪ੍ਰਬੰਧਕਾਂ ਵੱਲੋਂ ਜੋ ਸਾਨੂੰ ਪੈਸਾ ਭੇਟੀ ਮਿਲੀ ਹੈ ਅਸਿਹੀ ਕਦਰਦਾਨੀ ਲਈ ਅਸੀਂ ਇਨ੍ਹਾਂ ਦੁਰ ਅੰਦੇਸ਼ ਭੈਟਾਂ ਤੇ ਭਰਾਵਾਂ ਦੇ ਦਿਲੋਂ ਰਿਣੀ ਹਾਂ। ਸਾਨੂੰ ਪੂਰਾ ਯਕੀਨ ਹੈ ਕਿ ਜਿਵੇਂ ਜਿਓਂ ਸਾਡੇ ਗੁਰੂ ਘਰਾਂ ਦਾ ਪ੍ਰਬੰਧ ਸੁਚੱਜੇ ਸਜਨਾਂ ਦੇ ਹੱਥ ਆਉਂਦਾ ਜਾਵੇਗਾ ਉਤਨੀ ਹੀ ਤੇਜ਼ੀ ਨਾਲ ਸਾਡੇ ਕੌਮੀ ਉਦਮਾਂ ਦੂਰ ਹੁੰਦੇ ਜਾਣਗੇ। ਕੌਮੀ ਤਕਦੀਰ ਬਣਨ ਲਈ ਕੁਝ ਸਮਾਂ ਤਾਂ ਲਗਦਾ ਹੀ ਹੈ। xyxy=(38,515,423,610)
ruler-tick xyxy=(963,445,968,446)
ruler-tick xyxy=(963,131,968,132)
ruler-tick xyxy=(963,1150,968,1151)
ruler-tick xyxy=(963,740,968,741)
ruler-tick xyxy=(963,680,971,681)
satire-item: ਰਾਜੀਵ ਗਾਂਧੀ ਨੂੰ ਦਿੱਲੀ ਦੇ ਪੁਲਸ ਕਮਿਸ਼ਨਰ ਤੋਂ ਵੀ ਭੈਅ। xyxy=(433,169,570,192)
ruler-tick xyxy=(963,692,968,693)
ruler-tick xyxy=(963,372,968,373)
article-headline: ਪੰਥ ਖਾਲਸਾ ਵੱਲੋਂ ਗੁਰ ਫਤਿਹ xyxy=(75,65,386,100)
ad-desc: Serving the very best of Indian cuisine xyxy=(147,1055,317,1066)
ruler-tick xyxy=(963,595,968,596)
ruler-tick xyxy=(963,788,968,789)
ruler-tick xyxy=(963,1048,968,1049)
satire-byline: ਇਕ ਖ਼ਬਰ। xyxy=(531,702,571,712)
motto-box xyxy=(62,864,400,914)
ruler-tick xyxy=(963,523,968,524)
ruler-tick xyxy=(963,903,968,904)
ruler-tick xyxy=(963,1205,968,1206)
ruler-tick xyxy=(963,626,968,627)
ruler-tick xyxy=(963,167,968,168)
ad-catering: REASONABLE PRICES xyxy=(138,1314,326,1333)
ruler-tick xyxy=(963,577,968,578)
ruler-tick xyxy=(963,897,979,898)
ruler-tick xyxy=(963,849,974,850)
ruler-tick xyxy=(963,143,968,144)
ruler-tick xyxy=(963,975,968,976)
satire-item: ਰਿਬੇਰੋ ਆਕੜ ਗਿਆ ਅਖੇ ....... xyxy=(433,886,539,896)
